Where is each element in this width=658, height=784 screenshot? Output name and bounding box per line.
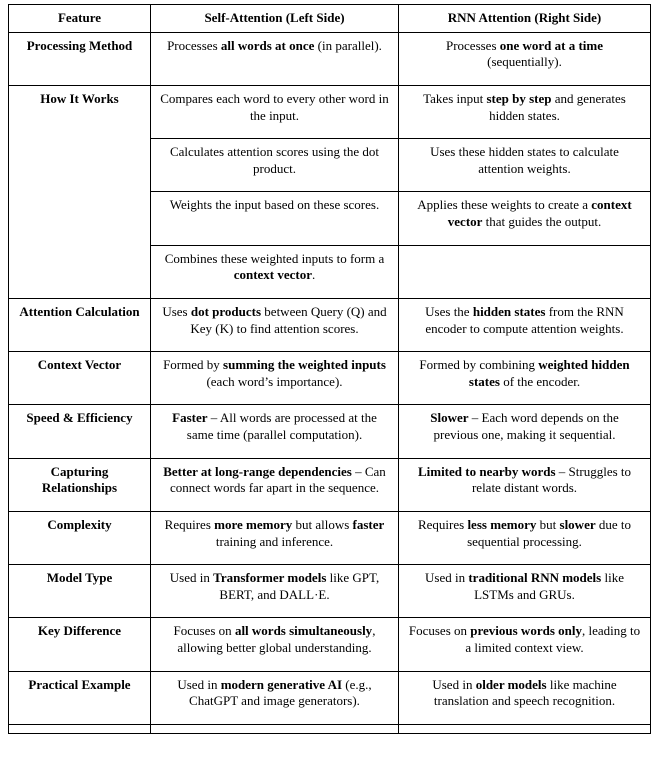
feature-cell: Practical Example	[9, 671, 151, 724]
cell-text-bold: all words simultaneously	[234, 623, 373, 639]
self-attention-cell	[151, 565, 399, 618]
table-header	[9, 5, 651, 33]
cell-text: from the RNN encoder to compute attention weights.	[425, 303, 624, 336]
cell-text-bold: context vector	[447, 197, 632, 229]
self-attention-cell	[151, 724, 399, 733]
cell-text: – Struggles to relate distant words.	[471, 463, 632, 496]
table-row	[9, 32, 651, 85]
rnn-attention-cell	[399, 405, 651, 458]
rnn-attention-cell	[399, 192, 651, 245]
self-attention-cell	[151, 139, 399, 192]
table-row	[9, 671, 651, 724]
cell-text-bold: Slower	[430, 410, 469, 426]
table-row	[9, 85, 651, 138]
cell-text-bold: hidden states	[472, 303, 546, 319]
cell-text-bold: traditional RNN models	[468, 570, 602, 586]
cell-text: that guides the output.	[482, 214, 602, 229]
cell-text: like GPT, BERT, and DALL·E.	[219, 570, 380, 602]
feature-cell: Key Difference	[9, 618, 151, 671]
rnn-attention-cell	[399, 458, 651, 511]
cell-text: but allows	[292, 516, 353, 532]
cell-text: Takes input	[423, 90, 487, 106]
cell-text-bold: summing the weighted inputs	[223, 357, 386, 373]
cell-text-bold: step by step	[486, 90, 552, 106]
table-row	[9, 458, 651, 511]
feature-cell: Model Type	[9, 565, 151, 618]
cell-text: (each word’s importance).	[206, 373, 343, 389]
header-self-attention: Self-Attention (Left Side)	[151, 5, 399, 33]
self-attention-cell	[151, 458, 399, 511]
feature-cell	[9, 724, 151, 733]
self-attention-cell	[151, 32, 399, 85]
rnn-attention-cell	[399, 724, 651, 733]
cell-text: Formed by combining	[419, 357, 539, 373]
cell-text: like LSTMs and GRUs.	[474, 570, 624, 602]
cell-text-bold: older models	[475, 676, 547, 692]
cell-text: Applies these weights to create a	[417, 197, 592, 213]
cell-text-bold: faster	[352, 516, 385, 532]
table-row	[9, 298, 651, 351]
feature-cell: Processing Method	[9, 32, 151, 85]
cell-text: Uses these hidden states to calculate attention weights.	[430, 144, 619, 176]
cell-text: – Each word depends on the previous one, making it sequential.	[433, 410, 619, 442]
feature-cell: Capturing Relationships	[9, 458, 151, 511]
feature-cell: How It Works	[9, 85, 151, 298]
feature-cell: Attention Calculation	[9, 298, 151, 351]
rnn-attention-cell	[399, 32, 651, 85]
cell-text-bold: weighted hidden states	[468, 357, 630, 389]
table-row	[9, 352, 651, 405]
cell-text: Calculates attention scores using the dot product.	[169, 144, 380, 176]
cell-text-bold: Limited to nearby words	[417, 463, 556, 479]
cell-text: , leading to a limited context view.	[465, 623, 641, 655]
cell-text: Formed by	[163, 357, 224, 373]
self-attention-cell	[151, 405, 399, 458]
cell-text: Used in	[177, 676, 221, 692]
cell-text-bold: modern generative AI	[220, 676, 343, 692]
cell-text: .	[312, 267, 316, 283]
cell-text: Compares each word to every other word in the input.	[160, 90, 389, 123]
cell-text: Focuses on	[173, 623, 235, 639]
feature-cell: Speed & Efficiency	[9, 405, 151, 458]
cell-text: Uses	[162, 303, 191, 319]
comparison-table	[8, 4, 651, 734]
cell-text: Used in	[169, 570, 214, 586]
cell-text: due to sequential processing.	[467, 516, 632, 549]
rnn-attention-cell	[399, 298, 651, 351]
table-row	[9, 405, 651, 458]
cell-text: Used in	[432, 676, 476, 692]
self-attention-cell	[151, 671, 399, 724]
rnn-attention-cell	[399, 511, 651, 564]
rnn-attention-cell	[399, 618, 651, 671]
cell-text: between Query (Q) and Key (K) to find attention scores.	[190, 303, 387, 336]
cell-text-bold: previous words only	[470, 623, 582, 639]
self-attention-cell	[151, 352, 399, 405]
cell-text: (e.g., ChatGPT and image generators).	[189, 676, 372, 709]
rnn-attention-cell	[399, 85, 651, 138]
cell-text: Requires	[417, 516, 468, 532]
cell-text: Combines these weighted inputs to form a	[164, 250, 385, 266]
cell-text-bold: Transformer models	[213, 570, 327, 586]
cell-text-bold: dot products	[190, 303, 262, 319]
cell-text: – All words are processed at the same time (parallel computation).	[186, 410, 377, 442]
cell-text: – Can connect words far apart in the sequence.	[170, 463, 386, 496]
cell-text: but	[536, 516, 560, 532]
header-row	[9, 5, 651, 33]
cell-text: Focuses on	[408, 623, 471, 639]
cell-text-bold: context vector	[233, 267, 313, 283]
cell-text-bold: slower	[559, 516, 596, 532]
cell-text-bold: Better at long-range dependencies	[163, 463, 352, 479]
cell-text: (in parallel).	[314, 37, 382, 53]
cell-text: Requires	[164, 516, 215, 532]
cell-text: (sequentially).	[487, 54, 562, 70]
cell-text-bold: less memory	[467, 516, 537, 532]
feature-cell: Complexity	[9, 511, 151, 564]
rnn-attention-cell	[399, 139, 651, 192]
cell-text-bold: one word at a time	[499, 37, 604, 53]
self-attention-cell	[151, 298, 399, 351]
cell-text: like machine translation and speech recognition.	[433, 676, 617, 709]
cell-text-bold: all words at once	[220, 37, 315, 53]
self-attention-cell	[151, 85, 399, 138]
rnn-attention-cell	[399, 565, 651, 618]
cell-text: , allowing better global understanding.	[177, 623, 376, 655]
rnn-attention-cell	[399, 245, 651, 298]
header-feature: Feature	[9, 5, 151, 33]
table-row	[9, 618, 651, 671]
table-row	[9, 511, 651, 564]
self-attention-cell	[151, 618, 399, 671]
cell-text: Processes	[445, 37, 500, 53]
cell-text-bold: Faster	[172, 410, 208, 426]
self-attention-cell	[151, 511, 399, 564]
cell-text: training and inference.	[215, 533, 334, 549]
feature-cell: Context Vector	[9, 352, 151, 405]
cell-text: Uses the	[425, 303, 473, 319]
self-attention-cell	[151, 192, 399, 245]
cell-text: and generates hidden states.	[489, 90, 626, 123]
cell-text: Processes	[167, 37, 221, 53]
table-body	[9, 32, 651, 733]
table-row	[9, 724, 651, 733]
table-row	[9, 565, 651, 618]
self-attention-cell	[151, 245, 399, 298]
rnn-attention-cell	[399, 352, 651, 405]
cell-text: Used in	[425, 570, 469, 586]
rnn-attention-cell	[399, 671, 651, 724]
header-rnn-attention: RNN Attention (Right Side)	[399, 5, 651, 33]
cell-text: Weights the input based on these scores.	[169, 197, 380, 213]
cell-text-bold: more memory	[214, 516, 293, 532]
cell-text: of the encoder.	[499, 373, 581, 389]
